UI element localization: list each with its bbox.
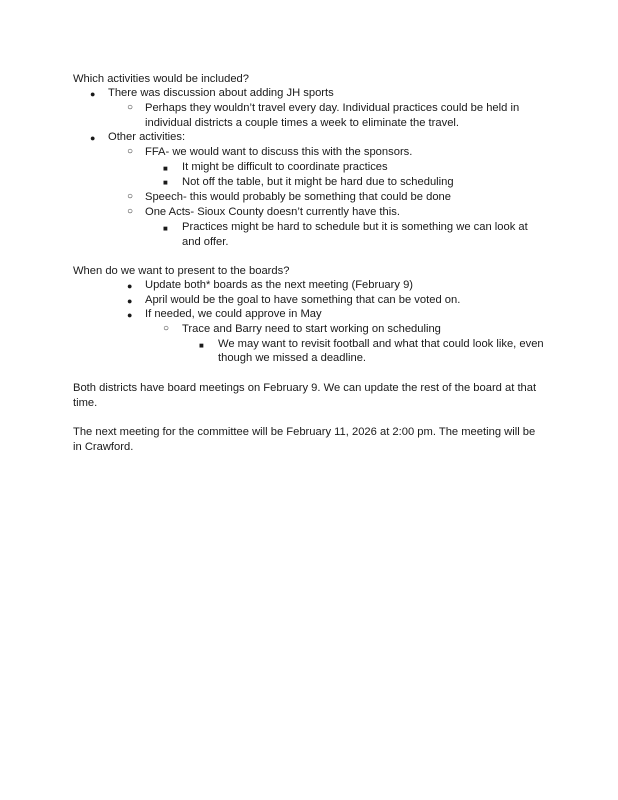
list-item: April would be the goal to have something that can be voted on. (145, 294, 461, 306)
paragraph-line: Both districts have board meetings on February 9. We can update the rest of the board at that (73, 382, 537, 394)
bullet-circle: ○ (163, 323, 170, 334)
bullet-circle: ○ (127, 206, 134, 217)
bullet-square: ■ (199, 341, 204, 350)
list-item-continuation: though we missed a deadline. (218, 352, 367, 364)
bullet-square: ■ (163, 224, 168, 233)
paragraph-line: time. (73, 397, 98, 409)
list-item: Not off the table, but it might be hard due to scheduling (182, 176, 454, 188)
bullet-disc: ● (90, 89, 96, 99)
bullet-disc: ● (127, 310, 133, 320)
list-item: Perhaps they wouldn’t travel every day. Individual practices could be held in (145, 102, 520, 114)
section-heading: Which activities would be included? (73, 73, 249, 85)
paragraph-line: in Crawford. (73, 441, 134, 453)
list-item: If needed, we could approve in May (145, 308, 322, 320)
bullet-circle: ○ (127, 191, 134, 202)
list-item: It might be difficult to coordinate practices (182, 161, 388, 173)
list-item: Speech- this would probably be something that could be done (145, 191, 451, 203)
bullet-disc: ● (127, 281, 133, 291)
list-item-continuation: individual districts a couple times a week to eliminate the travel. (145, 117, 460, 129)
section-heading: When do we want to present to the boards? (73, 265, 290, 277)
list-item: Trace and Barry need to start working on scheduling (182, 323, 441, 335)
list-item: Practices might be hard to schedule but it is something we can look at (182, 221, 528, 233)
bullet-circle: ○ (127, 102, 134, 113)
list-item: Other activities: (108, 131, 186, 143)
bullet-square: ■ (163, 164, 168, 173)
bullet-square: ■ (163, 178, 168, 187)
paragraph-line: The next meeting for the committee will be February 11, 2026 at 2:00 pm. The meeting will be (73, 426, 536, 438)
list-item: We may want to revisit football and what that could look like, even (218, 338, 544, 350)
bullet-disc: ● (127, 296, 133, 306)
bullet-disc: ● (90, 133, 96, 143)
list-item-continuation: and offer. (182, 236, 229, 248)
list-item: Update both* boards as the next meeting (February 9) (145, 279, 414, 291)
list-item: FFA- we would want to discuss this with the sponsors. (145, 146, 413, 158)
list-item: One Acts- Sioux County doesn’t currently have this. (145, 206, 400, 218)
bullet-circle: ○ (127, 146, 134, 157)
list-item: There was discussion about adding JH sports (108, 87, 334, 99)
